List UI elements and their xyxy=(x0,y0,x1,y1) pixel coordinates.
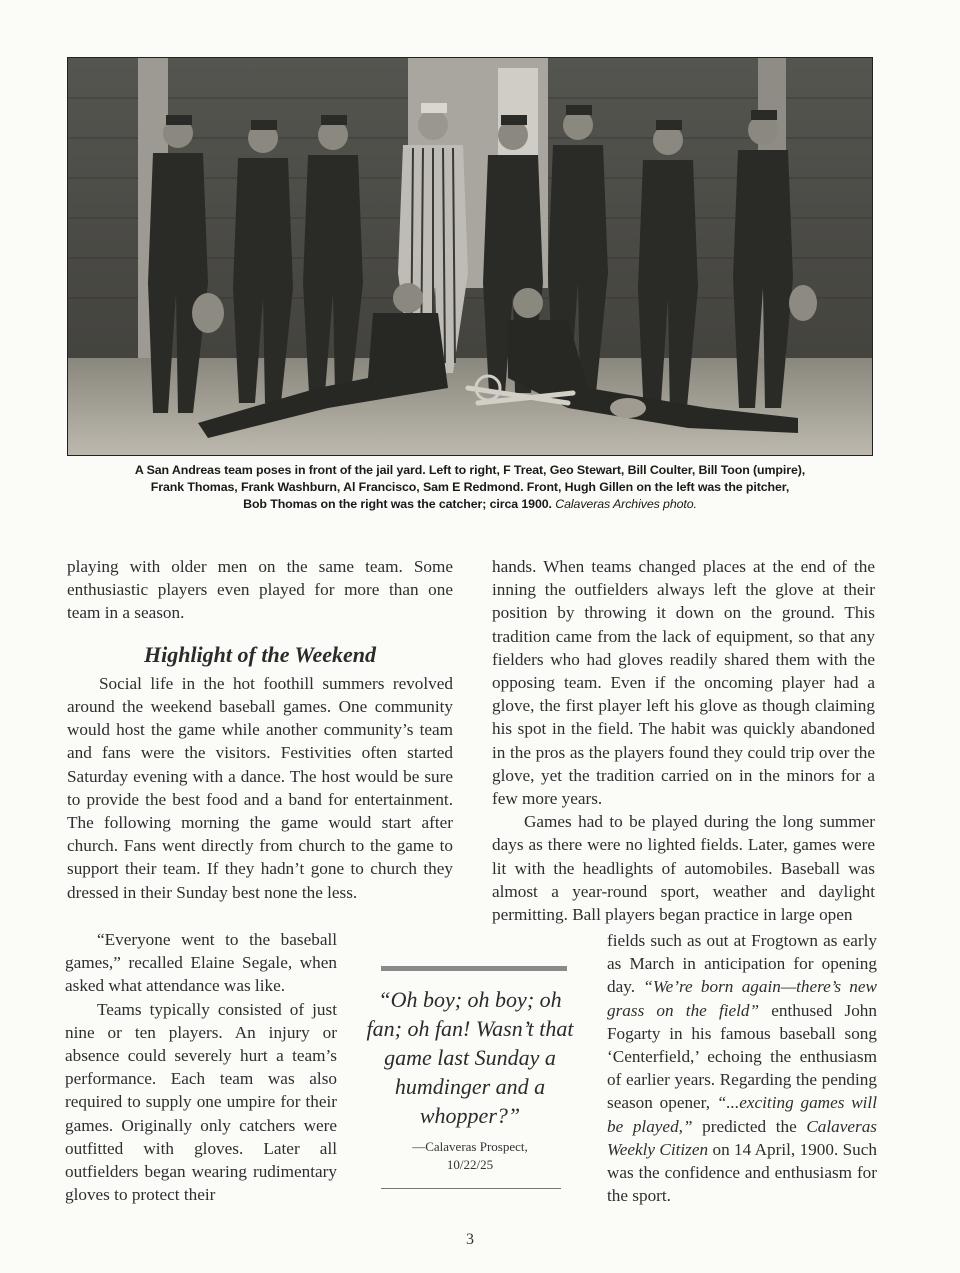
left-column xyxy=(67,555,453,904)
caption-line-3-text: Bob Thomas on the right was the catcher; circa 1900. xyxy=(243,497,556,511)
frogtown-text-a: fields such as out at Frogtown as early as March in anticipation for opening day. xyxy=(607,931,877,997)
frogtown-text-b: enthused John Fogarty in his famous baseball song ‘Centerfield,’ echoing the enthusiasm of earlier years. Regarding the pending season opener, xyxy=(607,1000,877,1113)
caption-line-1: A San Andreas team poses in front of the jail yard. Left to right, F Treat, Geo Stewart, Bill Coulter, Bill Toon (umpire), xyxy=(134,463,806,477)
section-heading: Highlight of the Weekend xyxy=(143,641,377,667)
paragraph-quote-segale: “Everyone went to the baseball games,” recalled Elaine Segale, when asked what attendance was like. xyxy=(65,930,337,996)
photo-caption xyxy=(80,462,860,513)
pull-quote-top-rule xyxy=(381,966,567,971)
attribution-source: —Calaveras Prospect, xyxy=(412,1139,528,1154)
frogtown-text-d: on 14 April, 1900. Such was the confidence and enthusiasm for the sport. xyxy=(607,1139,877,1206)
paragraph-teams: Teams typically consisted of just nine or ten players. An injury or absence could severely hurt a team’s performance. Each team was also required to supply one umpire for their games. Originally only catchers were outfitted with gloves. Later all outfielders began wearing rudimentary gloves to protect their xyxy=(65,999,337,1205)
caption-line-3 xyxy=(80,496,860,513)
paragraph-social-life: Social life in the hot foothill summers revolved around the weekend baseball games. One community would host the game while another community’s team and fans were the visitors. Festivities often started Saturday evening with a dance. The host would be sure to provide the best food and a band for entertainment. The following morning the game would start after church. Fans went directly from church to the game to support their team. If they hadn’t gone to church they dressed in their Sunday best none the less. xyxy=(67,673,453,902)
pull-quote-text: “Oh boy; oh boy; oh fan; oh fan! Wasn’t that game last Sunday a humdinger and a whopper?” xyxy=(366,987,574,1128)
photo-credit: Calaveras Archives photo. xyxy=(555,497,697,511)
pull-quote-bottom-rule xyxy=(381,1188,561,1189)
exciting-quote: “...exciting games will be played,” xyxy=(607,1093,877,1136)
newspaper-name: Calaveras Weekly Citizen xyxy=(607,1116,877,1159)
team-photo xyxy=(67,57,873,456)
page-number: 3 xyxy=(466,1231,474,1248)
frogtown-text-c: predicted the xyxy=(692,1116,807,1136)
caption-line-2: Frank Thomas, Frank Washburn, Al Francisco, Sam E Redmond. Front, Hugh Gillen on the left was the pitcher, xyxy=(150,480,790,494)
fogarty-quote: “We’re born again—there’s new grass on the field” xyxy=(607,977,877,1020)
right-narrow-column xyxy=(607,929,877,1207)
paragraph-gloves: hands. When teams changed places at the end of the inning the outfielders always left the glove at their position by throwing it down on the ground. This tradition came from the lack of equipment, so that any fielders who had gloves readily shared them with the opposing team. Even if the oncoming player had a glove, the first player left his glove as though claiming his spot in the field. The habit was quickly abandoned in the pros as the players found they could trip over the glove, yet the tradition carried on in the minors for a few more years. xyxy=(492,557,875,809)
pull-quote-attribution xyxy=(365,1138,575,1174)
paragraph-frogtown xyxy=(607,929,877,1207)
right-column xyxy=(492,555,875,926)
left-narrow-column xyxy=(65,928,337,1206)
pull-quote-box xyxy=(365,966,575,1189)
paragraph-summer-days: Games had to be played during the long summer days as there were no lighted fields. Later, games were lit with the headlights of automobiles. Baseball was almost a year-round sport, weather and daylight permitting. Ball players began practice in large open xyxy=(492,812,875,925)
baseball-team-photo-icon xyxy=(68,58,873,456)
paragraph-continued: playing with older men on the same team. Some enthusiastic players even played for more than one team in a season. xyxy=(67,557,453,623)
attribution-date: 10/22/25 xyxy=(446,1157,494,1172)
